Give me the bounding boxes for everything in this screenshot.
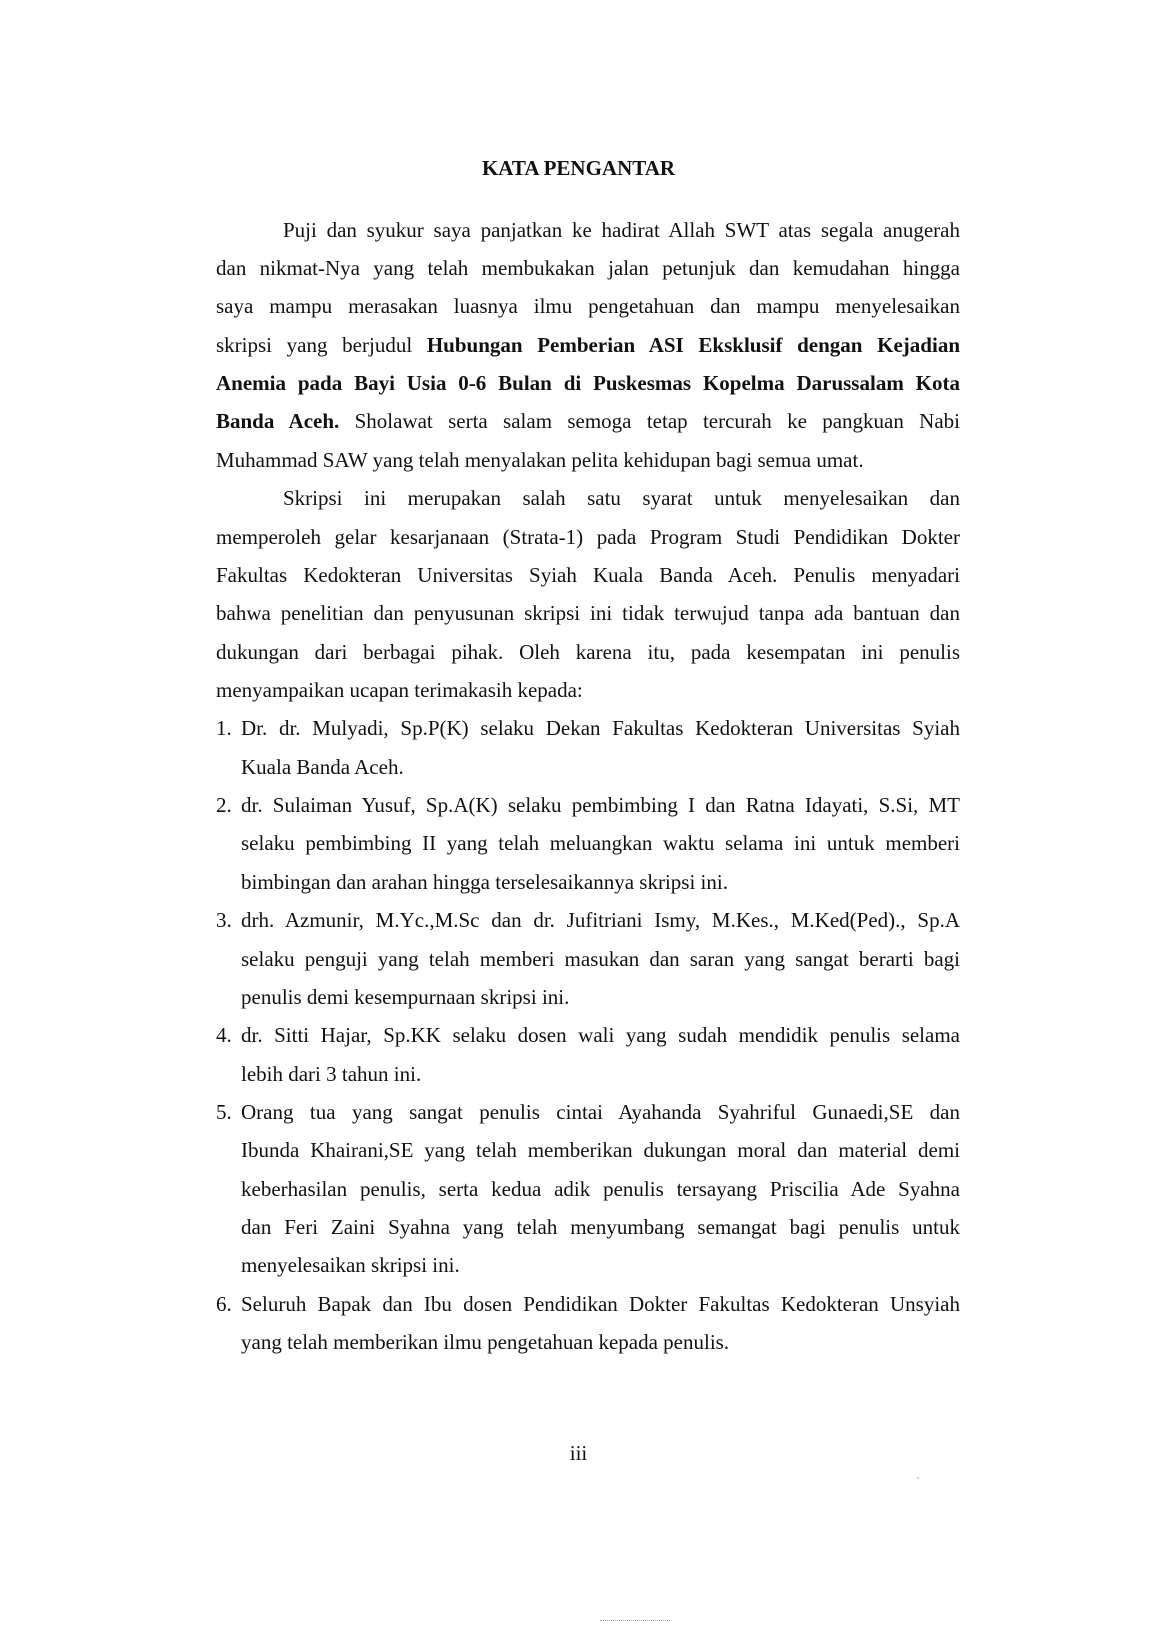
paragraph-2-line-2: memperoleh gelar kesarjanaan (Strata-1) pada Program Studi Pendidikan Dokter xyxy=(216,525,960,549)
page-title: KATA PENGANTAR xyxy=(481,156,676,180)
list-item-2-line-1: dr. Sulaiman Yusuf, Sp.A(K) selaku pembimbing I dan Ratna Idayati, S.Si, MT xyxy=(241,793,960,817)
list-item-4-line-1: dr. Sitti Hajar, Sp.KK selaku dosen wali yang sudah mendidik penulis selama xyxy=(241,1023,960,1047)
paragraph-1-line-2: dan nikmat-Nya yang telah membukakan jalan petunjuk dan kemudahan hingga xyxy=(216,256,960,280)
paragraph-2-line-1: Skripsi ini merupakan salah satu syarat untuk menyelesaikan dan xyxy=(283,486,960,510)
list-item-6-line-1: Seluruh Bapak dan Ibu dosen Pendidikan Dokter Fakultas Kedokteran Unsyiah xyxy=(241,1292,960,1316)
line-text: skripsi yang berjudul xyxy=(216,333,427,357)
line-text: Sholawat serta salam semoga tetap tercurah ke pangkuan Nabi xyxy=(339,409,960,433)
thesis-title-part-1: Hubungan Pemberian ASI Eksklusif dengan Kejadian xyxy=(426,333,960,357)
list-number-3: 3. xyxy=(216,908,232,932)
paragraph-1-line-4 xyxy=(216,332,960,358)
paragraph-1-line-7: Muhammad SAW yang telah menyalakan pelita kehidupan bagi semua umat. xyxy=(216,448,864,472)
list-item-2-line-3: bimbingan dan arahan hingga terselesaikannya skripsi ini. xyxy=(241,870,728,894)
list-item-3-line-1: drh. Azmunir, M.Yc.,M.Sc dan dr. Jufitriani Ismy, M.Kes., M.Ked(Ped)., Sp.A xyxy=(241,908,960,932)
thesis-title-part-3: Banda Aceh. xyxy=(216,409,340,433)
thesis-title-part-2: Anemia pada Bayi Usia 0-6 Bulan di Puskesmas Kopelma Darussalam Kota xyxy=(216,371,960,395)
paragraph-1-line-1: Puji dan syukur saya panjatkan ke hadirat Allah SWT atas segala anugerah xyxy=(283,218,960,242)
list-number-1: 1. xyxy=(216,716,232,740)
paragraph-1-line-6 xyxy=(216,408,960,434)
paragraph-1-line-3: saya mampu merasakan luasnya ilmu pengetahuan dan mampu menyelesaikan xyxy=(216,294,960,318)
paragraph-1-line-5 xyxy=(216,370,960,396)
list-item-5-line-4: dan Feri Zaini Syahna yang telah menyumbang semangat bagi penulis untuk xyxy=(241,1215,960,1239)
scan-artifact xyxy=(600,1620,670,1623)
list-item-5-line-3: keberhasilan penulis, serta kedua adik penulis tersayang Priscilia Ade Syahna xyxy=(241,1177,960,1201)
list-item-5-line-2: Ibunda Khairani,SE yang telah memberikan dukungan moral dan material demi xyxy=(241,1138,960,1162)
paragraph-2-line-6: menyampaikan ucapan terimakasih kepada: xyxy=(216,678,583,702)
paragraph-2-line-4: bahwa penelitian dan penyusunan skripsi ini tidak terwujud tanpa ada bantuan dan xyxy=(216,601,960,625)
list-item-6-line-2: yang telah memberikan ilmu pengetahuan kepada penulis. xyxy=(241,1330,730,1354)
list-number-4: 4. xyxy=(216,1023,232,1047)
list-number-6: 6. xyxy=(216,1292,232,1316)
list-number-5: 5. xyxy=(216,1100,232,1124)
paragraph-2-line-3: Fakultas Kedokteran Universitas Syiah Kuala Banda Aceh. Penulis menyadari xyxy=(216,563,960,587)
list-item-3-line-2: selaku penguji yang telah memberi masukan dan saran yang sangat berarti bagi xyxy=(241,947,960,971)
page-number: iii xyxy=(569,1441,588,1465)
list-item-4-line-2: lebih dari 3 tahun ini. xyxy=(241,1062,422,1086)
list-item-1-line-2: Kuala Banda Aceh. xyxy=(241,755,404,779)
list-item-5-line-1: Orang tua yang sangat penulis cintai Ayahanda Syahriful Gunaedi,SE dan xyxy=(241,1100,960,1124)
list-item-2-line-2: selaku pembimbing II yang telah meluangkan waktu selama ini untuk memberi xyxy=(241,831,960,855)
scan-artifact xyxy=(917,1477,919,1479)
list-item-5-line-5: menyelesaikan skripsi ini. xyxy=(241,1253,460,1277)
paragraph-2-line-5: dukungan dari berbagai pihak. Oleh karena itu, pada kesempatan ini penulis xyxy=(216,640,960,664)
list-item-3-line-3: penulis demi kesempurnaan skripsi ini. xyxy=(241,985,570,1009)
list-item-1-line-1: Dr. dr. Mulyadi, Sp.P(K) selaku Dekan Fakultas Kedokteran Universitas Syiah xyxy=(241,716,960,740)
list-number-2: 2. xyxy=(216,793,232,817)
